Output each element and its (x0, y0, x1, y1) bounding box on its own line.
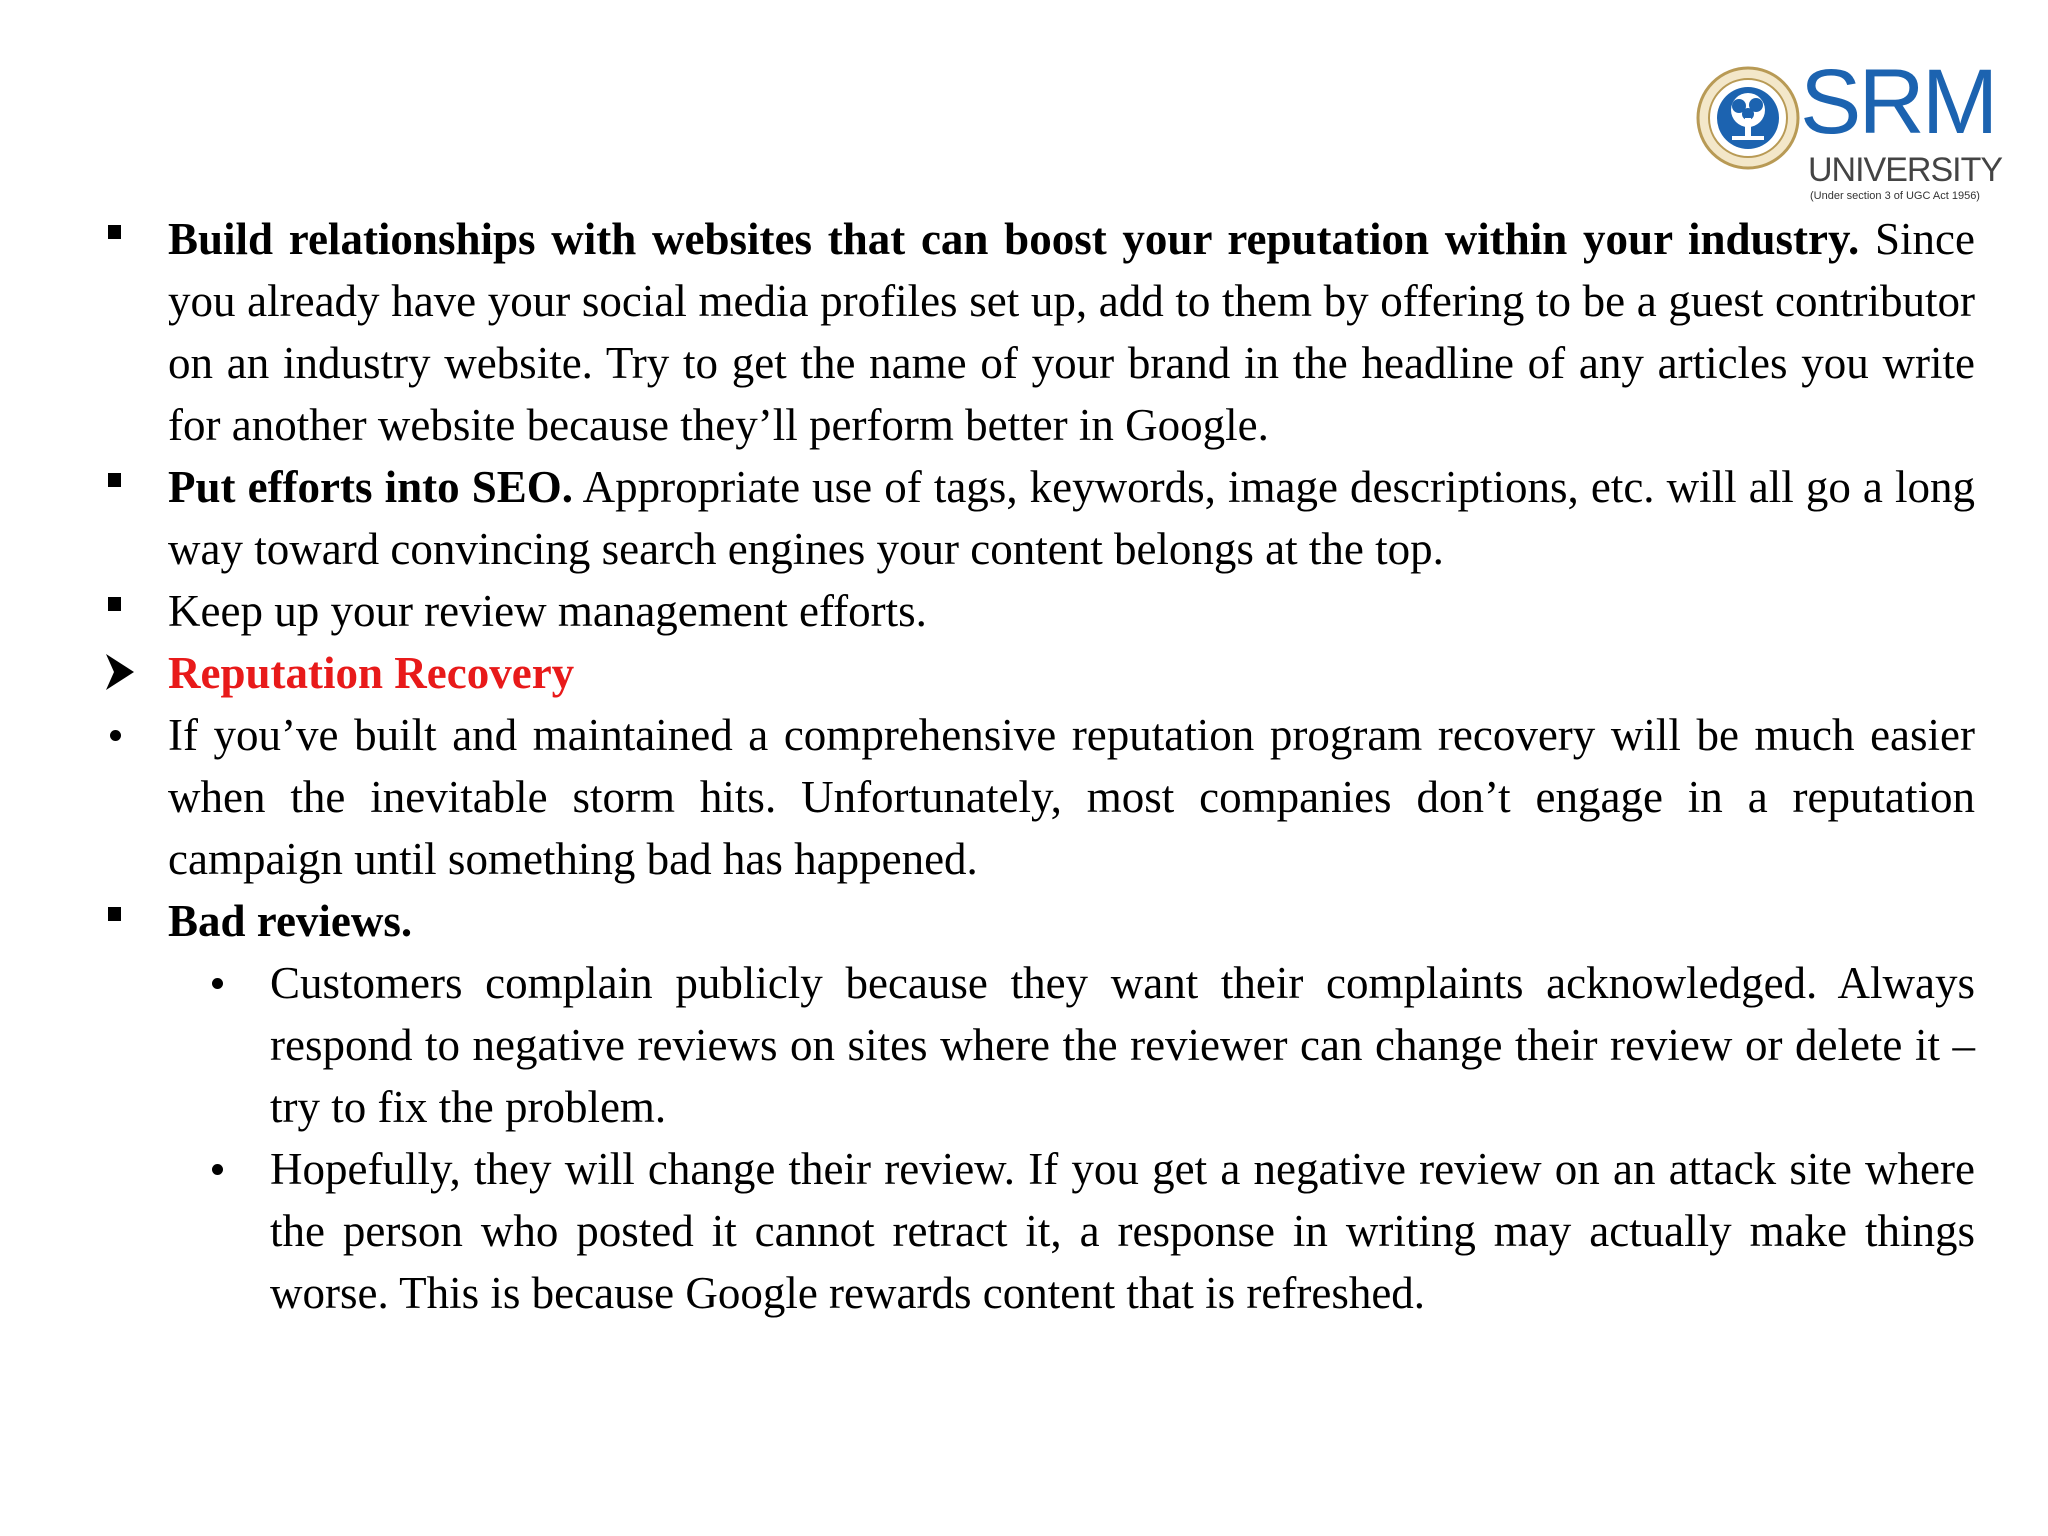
item-text: If you’ve built and maintained a comprehensive reputation program recovery will be much easier when the inevitable storm hits. Unfortunately, most companies don’t engage in a reputation campaign until something bad has happened. (168, 710, 1975, 884)
item-text: Keep up your review management efforts. (168, 586, 927, 636)
item-text: Customers complain publicly because they want their complaints acknowledged. Always respond to negative reviews on sites where the reviewer can change their review or delete it – try to fix the problem. (270, 958, 1975, 1132)
logo-subtitle: UNIVERSITY (1808, 151, 2003, 189)
dot-bullet-icon (100, 704, 140, 766)
slide-body (100, 208, 1975, 1324)
square-bullet-icon (100, 456, 140, 518)
list-item (100, 456, 1975, 580)
arrow-bullet-icon (100, 642, 140, 704)
university-seal-icon (1696, 66, 1800, 170)
list-item (100, 580, 1975, 642)
dot-bullet-icon (202, 952, 242, 1014)
item-bold-lead: Put efforts into SEO. (168, 462, 574, 512)
logo-wordmark: SRM (1800, 51, 1996, 153)
item-bold-lead: Build relationships with websites that can boost your reputation within your industry. (168, 214, 1860, 264)
sub-list-item (202, 952, 1975, 1138)
item-text: Hopefully, they will change their review. If you get a negative review on an attack site where the person who posted it cannot retract it, a response in writing may actually make things worse. This is because Google rewards content that is refreshed. (270, 1144, 1975, 1318)
square-bullet-icon (100, 208, 140, 270)
list-item (100, 704, 1975, 890)
srm-university-logo (1696, 51, 2006, 208)
item-text: Appropriate use of tags, keywords, image descriptions, etc. will all go a long way toward convincing search engines your content belongs at the top. (168, 462, 1975, 574)
list-item (100, 890, 1975, 952)
item-bold-lead: Bad reviews. (168, 896, 413, 946)
list-item (100, 208, 1975, 456)
item-text: Since you already have your social media profiles set up, add to them by offering to be a guest contributor on an industry website. Try to get the name of your brand in the headline of any articles you write for another website because they’ll perform better in Google. (168, 214, 1975, 450)
section-heading-item (100, 642, 1975, 704)
dot-bullet-icon (202, 1138, 242, 1200)
section-heading: Reputation Recovery (168, 648, 575, 698)
square-bullet-icon (100, 580, 140, 642)
square-bullet-icon (100, 890, 140, 952)
logo-act-note: (Under section 3 of UGC Act 1956) (1810, 190, 1980, 202)
sub-list-item (202, 1138, 1975, 1324)
